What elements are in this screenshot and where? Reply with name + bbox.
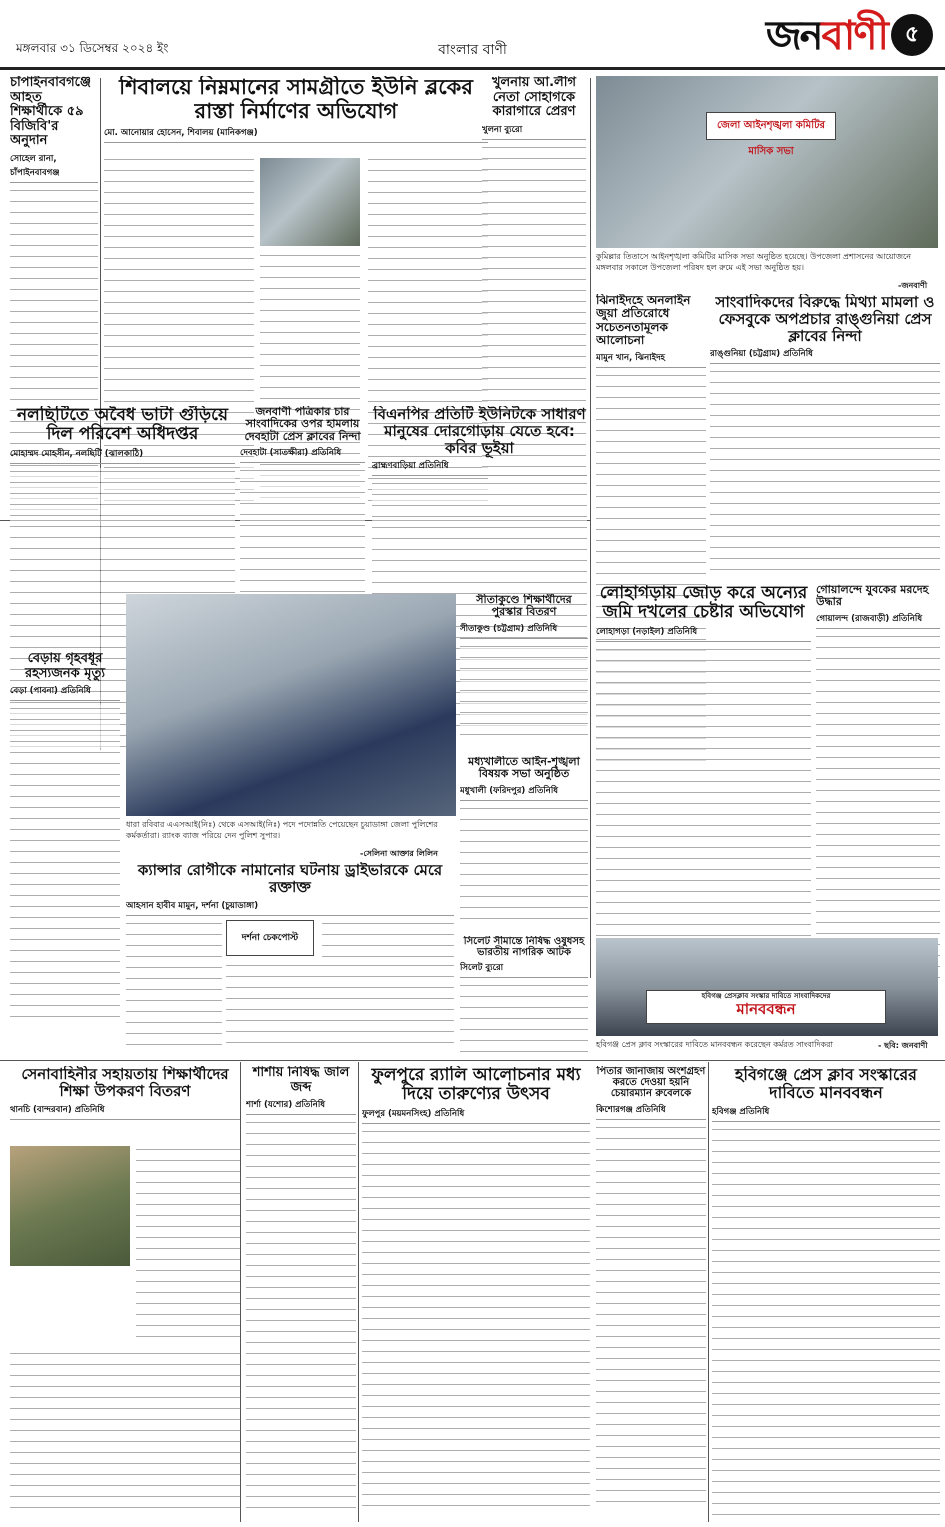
headline: সিলেট সীমান্তে নিষিদ্ধ ওষুধসহ ভারতীয় নাগরিক আটক — [463, 936, 585, 959]
story-habiganj-press — [712, 1066, 940, 1521]
headline: পিতার জানাজায় অংশগ্রহণ করতে দেওয়া হয়নি চেয়ারম্যান রুবেলকে — [596, 1066, 706, 1100]
checkpost-label: দর্শনা চেকপোস্ট — [241, 933, 299, 943]
headline: শিবালয়ে নিম্নমানের সামগ্রীতে ইউনি ব্লকের রাস্তা নির্মাণের অভিযোগ — [119, 76, 473, 123]
meeting-photo — [596, 76, 938, 248]
byline: সোহেল রানা, চাঁপাইনবাবগঞ্জ — [10, 152, 98, 183]
story-bera-death — [10, 652, 120, 1057]
meeting-banner: জেলা আইনশৃঙ্খলা কমিটির মাসিক সভা — [706, 112, 836, 140]
logo-part-1: জন — [765, 13, 822, 59]
headline: ক্যান্সার রোগীকে নামানোর ঘটনায় ড্রাইভারকে মেরে রক্তাক্ত — [137, 862, 443, 896]
headline: সেনাবাহিনীর সহায়তায় শিক্ষার্থীদের শিক্ষা উপকরণ বিতরণ — [21, 1066, 229, 1100]
story-phulpur-rally — [362, 1066, 590, 1521]
byline: খুলনা ব্যুরো — [482, 123, 586, 140]
headline: চাঁপাইনবাবগঞ্জে আহত শিক্ষার্থীকে ৫৯ বিজিবি'র অনুদান — [10, 76, 91, 149]
logo — [766, 12, 887, 60]
byline: গোয়ালন্দ (রাজবাড়ী) প্রতিনিধি — [816, 612, 940, 629]
human-chain-credit: - ছবি: জনবাণী — [878, 1041, 928, 1050]
headline: বিএনপির প্রতিটি ইউনিটকে সাধারণ মানুষের দোরগোড়ায় যেতে হবে: কবির ভূইয়া — [373, 406, 586, 457]
headline: শার্শায় নিষিদ্ধ জাল জব্দ — [252, 1066, 350, 1095]
headline: গোয়ালন্দে যুবকের মরদেহ উদ্ধার — [816, 584, 929, 609]
human-chain-caption: হবিগঞ্জ প্রেস ক্লাব সংস্কারের দাবিতে মানববন্ধন করেছেন কর্মরত সাংবাদিকরা — [596, 1040, 833, 1049]
police-credit: -সেলিনা আক্তার লিলিন — [360, 849, 438, 858]
meeting-caption: কুমিল্লার তিতাসে আইনশৃঙ্খলা কমিটির মাসিক সভা অনুষ্ঠিত হয়েছে। উপজেলা প্রশাসনের আয়োজনে মঙ্গলবার সকালে উপজেলা পরিষদ হল রুমে এই সভা অনুষ্ঠিত হয়। — [596, 252, 911, 272]
police-caption: ধারা রবিবার এএসআই(নিঃ) থেকে এসআই(নিঃ) পদে পদোন্নতি পেয়েছেন চুয়াডাঙ্গা জেলা পুলিশের কর্মকর্তারা। র‍্যাংক ব্যাজ পরিয়ে দেন পুলিশ সুপার। — [126, 820, 438, 840]
byline: মোহাম্মদ মোহসীন, নলছিটি (ঝালকাঠি) — [10, 447, 235, 464]
headline: ফুলপুরে র‍্যালি আলোচনার মধ্য দিয়ে তারুণ্যের উৎসব — [371, 1066, 581, 1105]
story-cancer-patient — [126, 862, 454, 1057]
byline: কিশোরগঞ্জ প্রতিনিধি — [596, 1103, 706, 1120]
byline: সিলেট ব্যুরো — [460, 961, 588, 978]
meeting-credit: -জনবাণী — [898, 281, 928, 290]
byline: সীতাকুণ্ড (চট্টগ্রাম) প্রতিনিধি — [460, 622, 588, 639]
byline: রাঙ্গুনিয়া (চট্টগ্রাম) প্রতিনিধি — [710, 347, 940, 364]
issue-date: মঙ্গলবার ৩১ ডিসেম্বর ২০২৪ ইং — [16, 41, 169, 55]
story-kishoreganj-funeral — [596, 1066, 706, 1521]
story-goalanda-body — [816, 584, 940, 994]
logo-part-2: বাণী — [821, 13, 887, 59]
army-photo — [10, 1146, 130, 1266]
headline: খুলনায় আ.লীগ নেতা সোহাগকে কারাগারে প্রেরণ — [492, 76, 576, 120]
page-number: ৫ — [891, 14, 933, 56]
human-chain-banner — [646, 990, 886, 1024]
banner-small-text: হবিগঞ্জ প্রেসক্লাব সংস্কার দাবিতে সাংবাদিকদের — [701, 992, 831, 1000]
headline: লোহাগড়ায় জোড় করে অন্যের জমি দখলের চেষ্টার অভিযোগ — [599, 584, 808, 623]
story-army-education — [10, 1066, 240, 1521]
byline: ব্রাহ্মণবাড়িয়া প্রতিনিধি — [372, 459, 587, 476]
road-photo — [260, 158, 360, 246]
police-promotion-photo — [126, 594, 456, 816]
story-rangunia-press — [710, 294, 940, 579]
byline: লোহাগড়া (নড়াইল) প্রতিনিধি — [596, 625, 811, 642]
byline: মধুখালী (ফরিদপুর) প্রতিনিধি — [460, 784, 588, 801]
byline: বেড়া (পাবনা) প্রতিনিধি — [10, 684, 120, 701]
story-madhukhali-meeting — [460, 756, 588, 931]
byline: ফুলপুর (ময়মনসিংহ) প্রতিনিধি — [362, 1107, 590, 1124]
byline: দেবহাটা (সাতক্ষীরা) প্রতিনিধি — [240, 446, 365, 463]
story-sharsha-net — [246, 1066, 356, 1521]
headline: ঝিনাইদহে অনলাইন জুয়া প্রতিরোধে সচেতনতামূলক আলোচনা — [596, 294, 691, 348]
story-lohagara-land — [596, 584, 811, 994]
byline: হবিগঞ্জ প্রতিনিধি — [712, 1105, 940, 1122]
byline: শার্শা (যশোর) প্রতিনিধি — [246, 1098, 356, 1115]
headline: বেড়ায় গৃহবধূর রহস্যজনক মৃত্যু — [24, 652, 106, 681]
story-sylhet-arrest — [460, 936, 588, 1058]
headline: মধ্যখালীতে আইন-শৃঙ্খলা বিষয়ক সভা অনুষ্ঠিত — [468, 756, 580, 781]
headline: নলছিটিতে অবৈধ ভাটা গুঁড়িয়ে দিল পরিবেশ অধিদপ্তর — [16, 406, 228, 445]
banner-big-text: মানববন্ধন — [736, 999, 796, 1018]
story-sitakunda-award — [460, 594, 588, 750]
headline: সাংবাদিকদের বিরুদ্ধে মিথ্যা মামলা ও ফেসবুকে অপপ্রচার রাঙ্গুনিয়া প্রেস ক্লাবের নিন্দা — [715, 294, 935, 345]
headline: হবিগঞ্জে প্রেস ক্লাব সংস্কারের দাবিতে মানববন্ধন — [735, 1066, 917, 1102]
headline: জনবাণী পত্রিকার চার সাংবাদিকের ওপর হামলায় দেবহাটা প্রেস ক্লাবের নিন্দা — [244, 406, 361, 443]
headline: সীতাকুণ্ডে শিক্ষার্থীদের পুরস্কার বিতরণ — [476, 594, 572, 619]
byline: আহসান হাবীব মামুন, দর্শনা (চুয়াডাঙ্গা) — [126, 899, 454, 916]
byline: মামুন খান, ঝিনাইদহ — [596, 351, 706, 368]
byline: মো. আনোয়ার হোসেন, শিবালয় (মানিকগঞ্জ) — [104, 126, 488, 143]
human-chain-photo — [596, 938, 938, 1036]
masthead — [0, 0, 945, 70]
paper-name: বাংলার বাণী — [438, 42, 507, 58]
byline: থানচি (বান্দরবান) প্রতিনিধি — [10, 1103, 240, 1120]
checkpost-label-box — [226, 920, 314, 956]
